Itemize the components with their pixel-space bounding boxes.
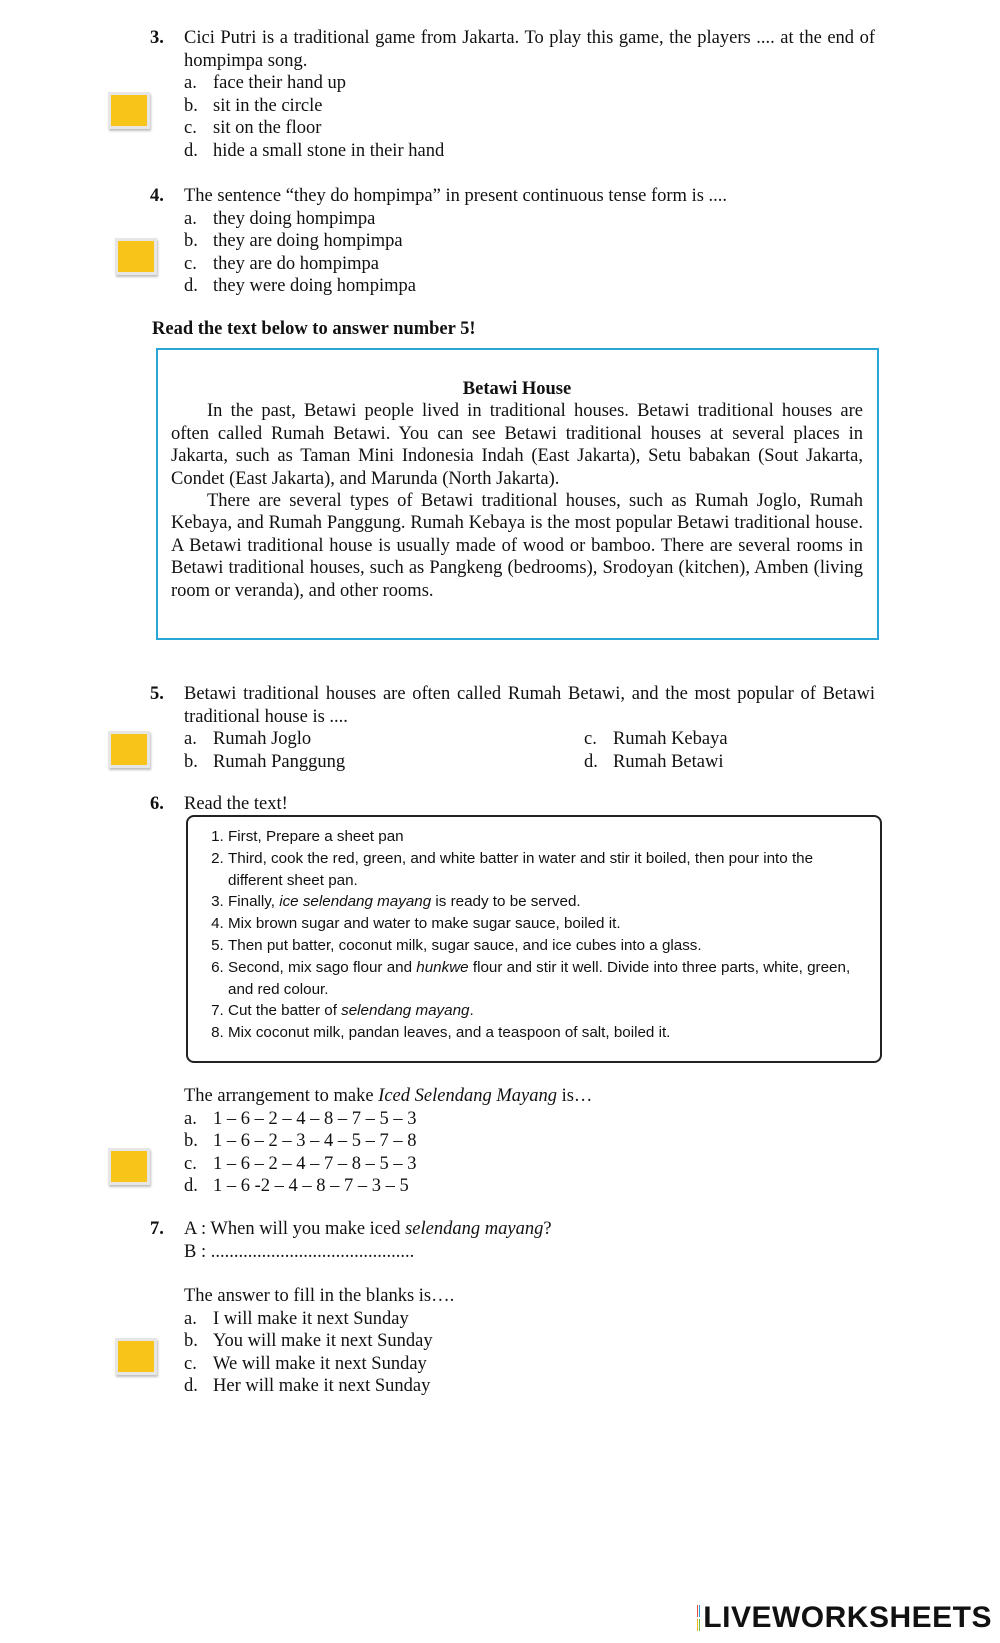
- option-a: a. face their hand up: [184, 73, 347, 93]
- logo-text: LIVEWORKSHEETS: [703, 1601, 992, 1634]
- option-c: c. We will make it next Sunday: [184, 1353, 427, 1374]
- option-d: d. hide a small stone in their hand: [184, 140, 445, 161]
- option-c: c. Rumah Kebaya: [584, 729, 728, 749]
- option-b: b. 1 – 6 – 2 – 3 – 4 – 5 – 7 – 8: [184, 1131, 417, 1151]
- recipe-steps-list: [198, 826, 868, 1044]
- question-stem: The sentence “they do hompimpa” in present continuous tense form is ....: [184, 186, 728, 206]
- question-4: [150, 185, 875, 298]
- answer-input-q5[interactable]: [108, 731, 150, 768]
- question-3: [150, 27, 875, 162]
- question-number: 3.: [150, 28, 164, 48]
- answer-input-q3[interactable]: [108, 92, 150, 129]
- option-b: b. You will make it next Sunday: [184, 1331, 433, 1351]
- recipe-step: 6. Second, mix sago flour and hunkwe flour and stir it well. Divide into three parts, white, green, and red colour.: [228, 957, 868, 1001]
- option-b: b. Rumah Panggung: [184, 751, 346, 772]
- recipe-step: 2. Third, cook the red, green, and white batter in water and stir it boiled, then pour into the different sheet pan.: [228, 848, 868, 892]
- recipe-step: 3. Finally, ice selendang mayang is ready to be served.: [228, 891, 868, 913]
- dialogue-line-a: A : When will you make iced selendang mayang?: [184, 1219, 552, 1239]
- option-a: a. they doing hompimpa: [184, 208, 376, 229]
- option-b: b. they are doing hompimpa: [184, 231, 403, 251]
- dialogue-line-b: B : ............................................: [184, 1241, 415, 1262]
- question-7: [150, 1218, 875, 1398]
- option-c: c. sit on the floor: [184, 118, 322, 138]
- question-5: [150, 683, 875, 773]
- answer-input-q6[interactable]: [108, 1148, 150, 1185]
- question-prompt: The answer to fill in the blanks is….: [184, 1286, 455, 1306]
- question-6-prompt: [150, 1085, 875, 1198]
- option-a: a. I will make it next Sunday: [184, 1308, 409, 1329]
- question-stem: Betawi traditional houses are often called Rumah Betawi, and the most popular of Betawi traditional house is ....: [184, 684, 875, 727]
- recipe-step: 4. Mix brown sugar and water to make sugar sauce, boiled it.: [228, 913, 868, 935]
- question-number: 5.: [150, 684, 164, 704]
- recipe-step: 8. Mix coconut milk, pandan leaves, and a teaspoon of salt, boiled it.: [228, 1022, 868, 1044]
- option-a: a. Rumah Joglo: [184, 729, 312, 749]
- option-c: c. 1 – 6 – 2 – 4 – 7 – 8 – 5 – 3: [184, 1153, 417, 1174]
- question-6: [150, 793, 875, 816]
- answer-input-q7[interactable]: [115, 1338, 157, 1375]
- reading-heading: Read the text below to answer number 5!: [152, 319, 476, 339]
- reading-paragraph-2: There are several types of Betawi traditional houses, such as Rumah Joglo, Rumah Kebaya, and Rumah Panggung. Rumah Kebaya is the most popular Betawi traditional house. A Betawi traditional house is usually made of wood or bamboo. There are several rooms in Betawi traditional houses, such as Pangkeng (bedrooms), Srodoyan (kitchen), Amben (living room or veranda), and other rooms.: [171, 491, 863, 601]
- option-a: a. 1 – 6 – 2 – 4 – 8 – 7 – 5 – 3: [184, 1108, 417, 1129]
- question-stem: Cici Putri is a traditional game from Jakarta. To play this game, the players .... at the end of hompimpa song.: [184, 28, 875, 71]
- question-number: 6.: [150, 794, 164, 814]
- reading-passage-box: [156, 348, 879, 640]
- recipe-step: 7. Cut the batter of selendang mayang.: [228, 1000, 868, 1022]
- option-d: d. 1 – 6 -2 – 4 – 8 – 7 – 3 – 5: [184, 1176, 409, 1196]
- question-prompt: The arrangement to make Iced Selendang Mayang is…: [184, 1086, 593, 1106]
- option-c: c. they are do hompimpa: [184, 253, 379, 274]
- answer-input-q4[interactable]: [115, 238, 157, 275]
- recipe-step: 1. First, Prepare a sheet pan: [228, 826, 868, 848]
- logo-mark-icon: [697, 1605, 699, 1631]
- options-grid: [184, 728, 875, 773]
- reading-paragraph-1: In the past, Betawi people lived in traditional houses. Betawi traditional houses are often called Rumah Betawi. You can see Betawi traditional houses at several places in Jakarta, such as Taman Mini Indonesia Indah (East Jakarta), Setu babakan (Sout Jakarta, Condet (East Jakarta), and Marunda (North Jakarta).: [171, 401, 863, 489]
- option-d: d. Her will make it next Sunday: [184, 1376, 431, 1396]
- recipe-step: 5. Then put batter, coconut milk, sugar sauce, and ice cubes into a glass.: [228, 935, 868, 957]
- option-d: d. Rumah Betawi: [584, 751, 724, 772]
- question-number: 7.: [150, 1219, 164, 1239]
- recipe-steps-box: [186, 815, 882, 1063]
- question-stem: Read the text!: [184, 794, 288, 814]
- option-d: d. they were doing hompimpa: [184, 276, 416, 296]
- liveworksheets-logo[interactable]: [697, 1600, 992, 1636]
- reading-title: Betawi House: [462, 379, 572, 399]
- option-b: b. sit in the circle: [184, 95, 323, 116]
- question-number: 4.: [150, 186, 164, 206]
